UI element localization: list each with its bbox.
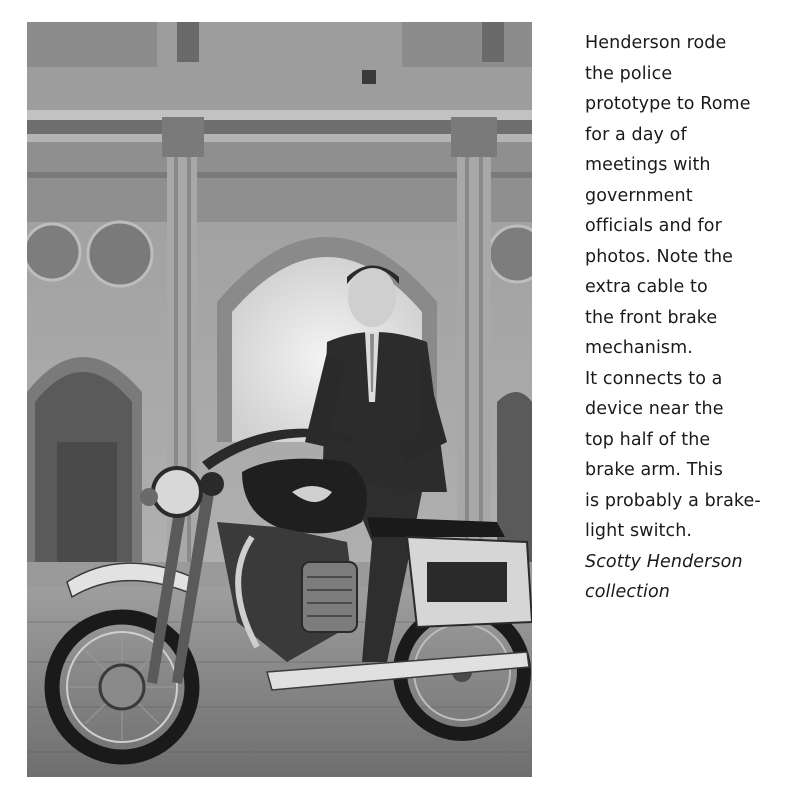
caption-line: for a day of — [585, 124, 687, 145]
caption-line: top half of the — [585, 429, 711, 450]
caption-line: photos. Note the — [585, 246, 734, 267]
medallion-left — [27, 224, 80, 280]
headlight — [153, 468, 201, 516]
caption-line: meetings with — [585, 155, 711, 175]
caption-line: prototype to Rome — [585, 94, 751, 114]
column-right — [457, 117, 491, 577]
caption-line: government — [585, 185, 693, 206]
caption-line: brake arm. This — [585, 460, 723, 480]
caption-line: the front brake — [585, 307, 718, 328]
caption-line: device near the — [585, 399, 724, 419]
caption-line: officials and for — [585, 216, 722, 236]
front-brake-drum — [100, 665, 144, 709]
photo-caption — [585, 28, 790, 608]
motorcycle-photo — [27, 22, 532, 777]
caption-line: is probably a brake- — [585, 490, 761, 511]
caption-line: Henderson rode — [585, 33, 727, 53]
photo-credit: Scotty Henderson — [585, 551, 743, 572]
caption-line: light switch. — [585, 521, 693, 541]
photo-illustration — [27, 22, 532, 777]
caption-line: extra cable to — [585, 277, 708, 297]
engine — [302, 562, 357, 632]
photo-credit: collection — [585, 582, 670, 602]
caption-line: It connects to a — [585, 368, 723, 389]
caption-line: mechanism. — [585, 338, 693, 358]
caption-line: the police — [585, 63, 673, 84]
